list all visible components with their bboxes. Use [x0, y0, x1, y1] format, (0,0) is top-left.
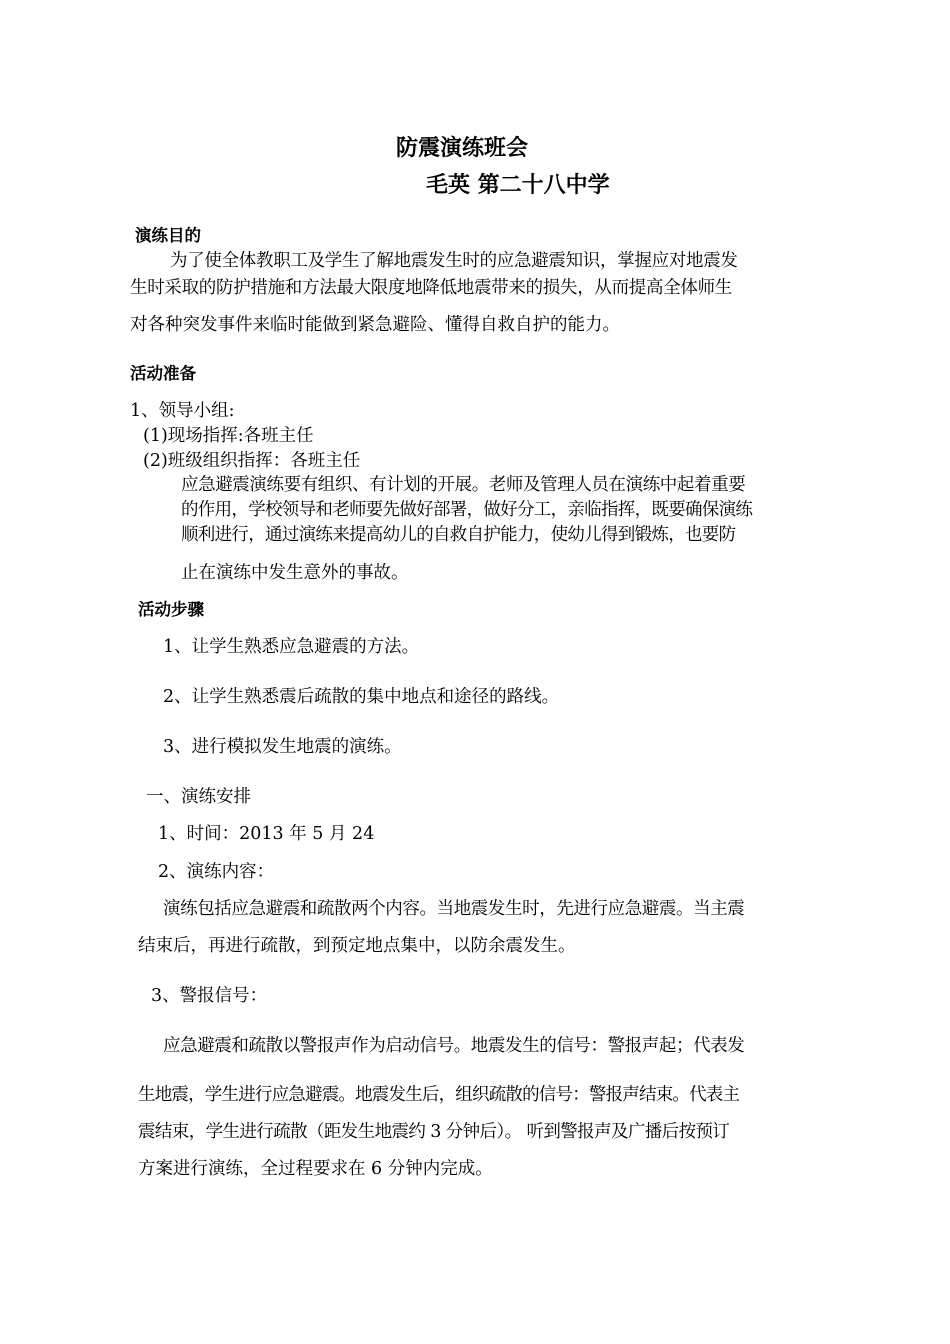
leader-group: 1、领导小组: [130, 401, 235, 421]
purpose-heading: 演练目的 [135, 226, 201, 245]
prep-line: 的作用，学校领导和老师要先做好部署，做好分工，亲临指挥，既要确保演练 [181, 500, 753, 520]
prep-item: (2)班级组织指挥：各班主任 [143, 451, 361, 471]
drill-time: 1、时间：2013 年 5 月 24 [158, 824, 375, 844]
step-item: 2、让学生熟悉震后疏散的集中地点和途径的路线。 [163, 687, 560, 707]
step-item: 3、进行模拟发生地震的演练。 [163, 737, 402, 757]
prep-line: 止在演练中发生意外的事故。 [181, 563, 409, 583]
signal-line: 方案进行演练，全过程要求在 6 分钟内完成。 [138, 1159, 493, 1179]
content-line: 演练包括应急避震和疏散两个内容。当地震发生时，先进行应急避震。当主震 [163, 899, 745, 919]
school-name: 毛英 第二十八中学 [426, 173, 610, 198]
prep-line: 顺利进行，通过演练来提高幼儿的自救自护能力，使幼儿得到锻炼，也要防 [181, 525, 736, 545]
signal-line: 生地震，学生进行应急避震。地震发生后，组织疏散的信号：警报声结束。代表主 [138, 1085, 740, 1105]
signal-label: 3、警报信号： [151, 986, 268, 1006]
drill-content-label: 2、演练内容： [158, 862, 275, 882]
step-item: 1、让学生熟悉应急避震的方法。 [163, 637, 420, 657]
prep-heading: 活动准备 [130, 364, 196, 383]
purpose-line: 生时采取的防护措施和方法最大限度地降低地震带来的损失，从而提高全体师生 [130, 278, 732, 298]
signal-line: 震结束，学生进行疏散（距发生地震约 3 分钟后）。 听到警报声及广播后按预订 [138, 1122, 730, 1142]
content-line: 结束后，再进行疏散，到预定地点集中，以防余震发生。 [138, 936, 576, 956]
signal-line: 应急避震和疏散以警报声作为启动信号。地震发生的信号：警报声起；代表发 [163, 1036, 745, 1056]
purpose-line: 对各种突发事件来临时能做到紧急避险、懂得自救自护的能力。 [130, 315, 620, 335]
arrange-heading: 一、演练安排 [146, 787, 251, 807]
steps-heading: 活动步骤 [138, 600, 204, 619]
prep-line: 应急避震演练要有组织、有计划的开展。老师及管理人员在演练中起着重要 [181, 475, 746, 495]
prep-item: (1)现场指挥:各班主任 [143, 426, 314, 446]
page-title: 防震演练班会 [396, 136, 529, 161]
purpose-line: 为了使全体教职工及学生了解地震发生时的应急避震知识，掌握应对地震发 [170, 251, 738, 271]
